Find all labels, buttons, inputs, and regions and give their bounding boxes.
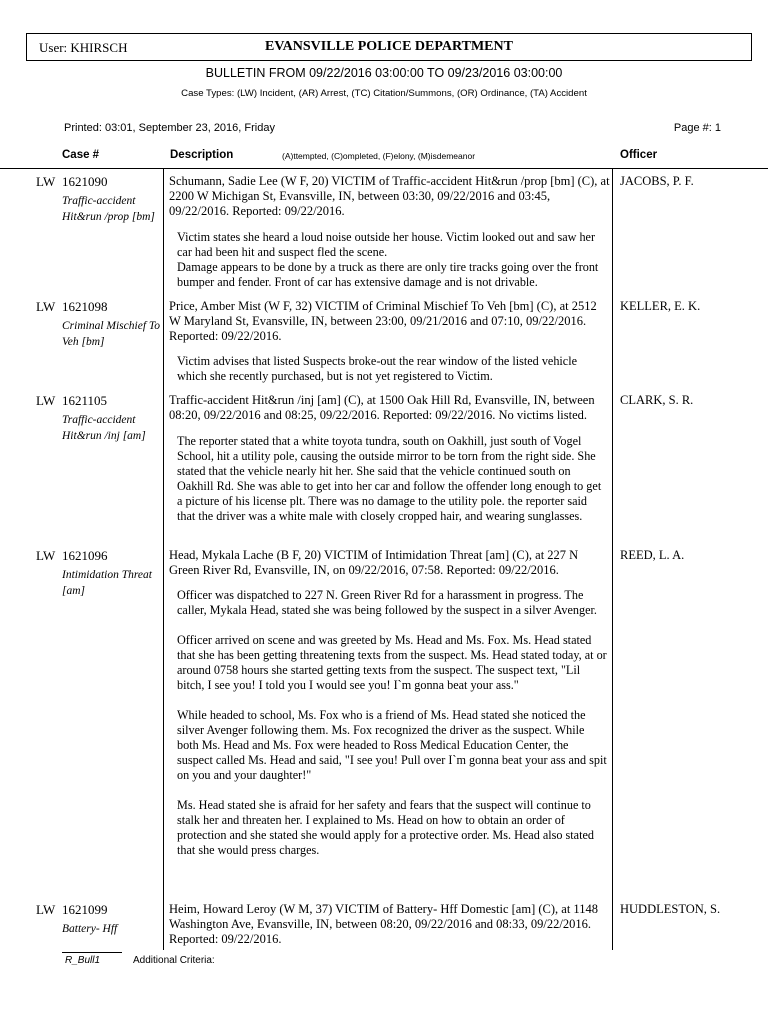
case-narrative [177,230,607,290]
narrative-paragraph: While headed to school, Ms. Fox who is a friend of Ms. Head stated she noticed the silver Avenger following them. Ms. Fox recognized the driver as the suspect. While both Ms. Head and Ms. Fox were headed to Ross Medical Education Center, the suspect called Ms. Head and said, "I see you! Pull over I`m gonna beat your ass and spit on you and your daughter!" [177,708,607,782]
case-number: 1621090 [62,174,108,189]
offense-label: Traffic-accident Hit&run /inj [am] [62,414,146,442]
case-type: LW [36,902,56,917]
case-narrative [177,588,607,858]
offense-label: Traffic-accident Hit&run /prop [bm] [62,195,155,223]
officer-name: HUDDLESTON, S. [620,902,721,916]
officer-name: REED, L. A. [620,548,685,562]
case-narrative [177,354,607,384]
department-title: EVANSVILLE POLICE DEPARTMENT [265,39,513,54]
narrative-paragraph: Victim advises that listed Suspects broke-out the rear window of the listed vehicle which she recently purchased, but is not yet registered to Victim. [177,354,578,383]
report-code: R_Bull1 [65,955,101,966]
case-number: 1621098 [62,299,108,314]
offense-label: Criminal Mischief To Veh [bm] [62,320,160,348]
case-number: 1621096 [62,548,108,563]
case-number: 1621099 [62,902,108,917]
narrative-paragraph: Victim states she heard a loud noise outside her house. Victim looked out and saw her car had been hit and suspect fled the scene. Damage appears to be done by a truck as there are only tire tracks going over the front bumper and fender. Front of car has extensive damage and is not drivable. [177,230,599,289]
page-number: Page #: 1 [673,122,721,134]
column-divider [163,168,164,950]
narrative-paragraph: Ms. Head stated she is afraid for her safety and fears that the suspect will continue to stalk her and threaten her. I explained to Ms. Head on how to obtain an order of protection and she stated she would apply for a protective order. Ms. Head also stated that she would press charges. [177,798,594,857]
case-type: LW [36,393,56,408]
officer-name: KELLER, E. K. [620,299,701,313]
case-narrative [177,434,607,524]
footer-rule [62,952,122,953]
case-summary: Price, Amber Mist (W F, 32) VICTIM of Criminal Mischief To Veh [bm] (C), at 2512 W Maryland St, Evansville, IN, between 23:00, 09/21/2016 and 07:10, 09/22/2016. Reported: 09/22/2016. [169,299,597,343]
case-type: LW [36,299,56,314]
narrative-paragraph: The reporter stated that a white toyota tundra, south on Oakhill, just south of Vogel School, hit a utility pole, causing the outside mirror to be torn from the right side. She stated that the vehicle nearly hit her. She said that the vehicle continued south on Oakhill Rd. She was able to get into her car and follow the offender long enough to get a picture of his license plt. There was no damage to the utility pole. the reporter said that the driver was a white male with closely cropped hair, and wearing sunglasses. [177,434,602,523]
case-summary: Head, Mykala Lache (B F, 20) VICTIM of Intimidation Threat [am] (C), at 227 N Green River Rd, Evansville, IN, on 09/22/2016, 07:58. Reported: 09/22/2016. [169,548,579,577]
officer-name: CLARK, S. R. [620,393,694,407]
column-headers [0,144,768,169]
case-type: LW [36,548,56,563]
case-summary: Traffic-accident Hit&run /inj [am] (C), at 1500 Oak Hill Rd, Evansville, IN, between 08:20, 09/22/2016 and 08:25, 09/22/2016. Reported: 09/22/2016. No victims listed. [169,393,595,422]
case-number: 1621105 [62,393,108,408]
user-label: User: KHIRSCH [39,40,128,55]
header-box [26,33,752,61]
column-divider [612,168,613,950]
offense-label: Battery- Hff [62,923,118,935]
case-type: LW [36,174,56,189]
column-header-officer: Officer [620,149,658,161]
bulletin-range: BULLETIN FROM 09/22/2016 03:00:00 TO 09/23/2016 03:00:00 [205,66,563,80]
case-summary: Schumann, Sadie Lee (W F, 20) VICTIM of Traffic-accident Hit&run /prop [bm] (C), at 2200 W Michigan St, Evansville, IN, between 03:30, 09/22/2016 and 03:45, 09/22/2016. Reported: 09/22/2016. [169,174,610,218]
column-header-case: Case # [62,149,100,161]
offense-label: Intimidation Threat [am] [62,569,152,597]
case-types: Case Types: (LW) Incident, (AR) Arrest, (TC) Citation/Summons, (OR) Ordinance, (TA) Accident [181,88,587,99]
printed-timestamp: Printed: 03:01, September 23, 2016, Friday [64,122,275,134]
officer-name: JACOBS, P. F. [620,174,694,188]
narrative-paragraph: Officer was dispatched to 227 N. Green River Rd for a harassment in progress. The caller, Mykala Head, stated she was being followed by the suspect in a silver Avenger. [177,588,597,617]
column-header-description: Description [170,149,234,161]
case-summary: Heim, Howard Leroy (W M, 37) VICTIM of Battery- Hff Domestic [am] (C), at 1148 Washington Ave, Evansville, IN, between 08:20, 09/22/2016 and 08:33, 09/22/2016. Reported: 09/22/2016. [169,902,598,946]
column-header-legend: (A)ttempted, (C)ompleted, (F)elony, (M)isdemeanor [282,151,476,161]
narrative-paragraph: Officer arrived on scene and was greeted by Ms. Head and Ms. Fox. Ms. Head stated that she has been getting threatening texts from the suspect. Ms. Head stated today, at or around 0758 hours she started getting texts from the suspect. The suspect text, "Lil bitch, I see you! I told you I would see you! I`m gonna beat your ass." [177,633,607,692]
additional-criteria: Additional Criteria: [133,955,215,966]
